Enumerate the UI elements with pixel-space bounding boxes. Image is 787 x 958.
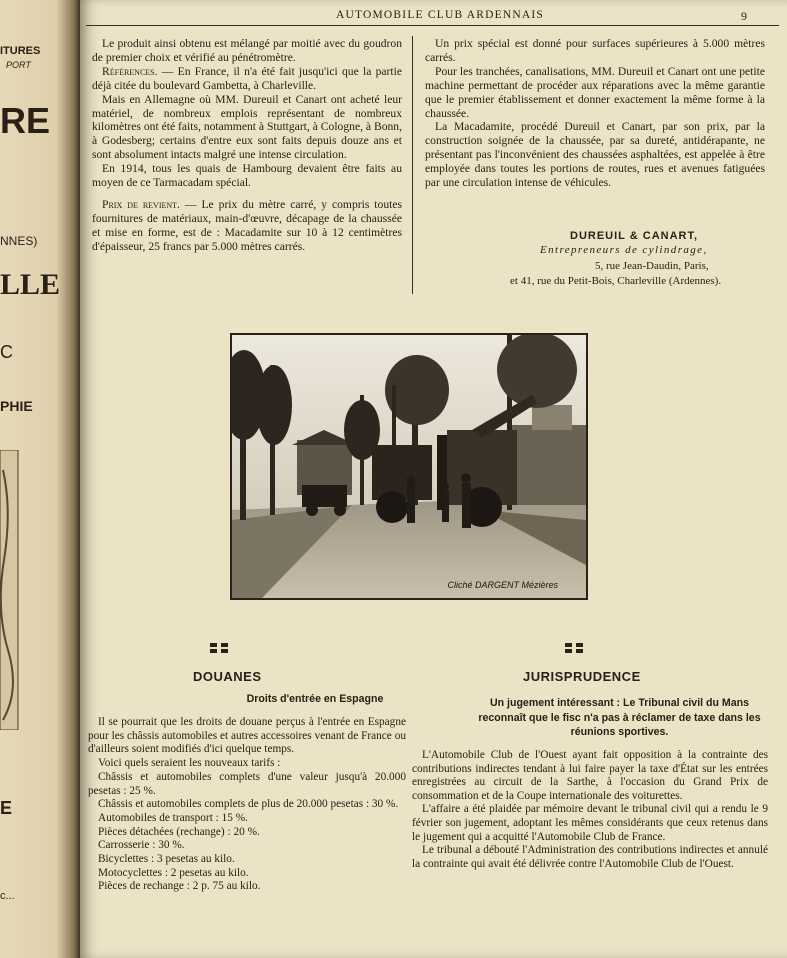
tariff-item: Bicyclettes : 3 pesetas au kilo. — [98, 853, 235, 866]
section-ornament — [210, 643, 232, 655]
binding-fragment: ITURES — [0, 45, 41, 57]
binding-fragment: E — [0, 798, 13, 818]
paragraph: L'affaire a été plaidée par mémoire devant le tribunal civil qui a rendu le 9 février son jugement, adoptant les mêmes considérants que ceux retenus dans le jugement qui a acquitté l'Automobile Club de France. — [412, 803, 768, 843]
photo-illustration — [232, 335, 586, 598]
right-column — [425, 37, 765, 190]
running-header: AUTOMOBILE CLUB ARDENNAIS — [335, 9, 545, 21]
page-number: 9 — [741, 9, 747, 23]
douanes-column — [88, 716, 406, 894]
binding-margin — [0, 0, 80, 958]
paragraph: L'Automobile Club de l'Ouest ayant fait opposition à la contrainte des contributions indirectes tendant à lui faire payer la taxe d'État sur les entrées enregistrées au circuit de la Sarthe, à l'occasion du Grand Prix de consommation et de la Coupe internationale des voiturettes. — [412, 749, 768, 802]
paragraph: Voici quels seraient les nouveaux tarifs : — [98, 757, 281, 770]
section-title-douanes: DOUANES — [193, 669, 262, 684]
tariff-item: Carrosserie : 30 %. — [98, 839, 185, 852]
binding-fragment: PORT — [6, 60, 31, 70]
road-works-photo — [230, 333, 588, 600]
signature-address: 5, rue Jean-Daudin, Paris, — [595, 260, 709, 272]
tariff-item: Pièces de rechange : 2 p. 75 au kilo. — [98, 880, 261, 893]
paragraph: En 1914, tous les quais de Hambourg devaient être faits au moyen de ce Tarmacadam spécial. — [92, 162, 402, 190]
left-column — [92, 37, 402, 254]
paragraph: Mais en Allemagne où MM. Dureuil et Canart ont acheté leur matériel, de nombreux emplois représentant de nombreux kilomètres ont été faits, notamment à Stuttgart, à Cologne, à Bonn, à Godesberg; certains d'entre eux sont faits depuis douze ans et sont absolument intacts malgré une intense circulation. — [92, 92, 402, 162]
paragraph: Il se pourrait que les droits de douane perçus à l'entrée en Espagne pour les châssis automobiles et autres accessoires venant de France ou d'ailleurs soient modifiés d'ici quelque temps. — [88, 716, 406, 756]
signature-address: et 41, rue du Petit-Bois, Charleville (Ardennes). — [510, 275, 722, 287]
paragraph: — En France, il n'a été fait jusqu'ici que la partie déjà citée du boulevard Gambetta, à Charleville. — [92, 64, 402, 92]
binding-fragment: NNES) — [0, 234, 38, 248]
header-rule — [86, 25, 779, 26]
signature-name: DUREUIL & CANART, — [570, 230, 699, 242]
section-label: Références. — [102, 64, 158, 78]
section-subtitle: Droits d'entrée en Espagne — [246, 693, 384, 705]
tariff-item: Pièces détachées (rechange) : 20 %. — [98, 825, 260, 838]
jurisprudence-column — [412, 749, 768, 871]
photo-credit: Cliché DARGENT Mézières — [447, 580, 558, 590]
binding-fragment: RE — [0, 100, 51, 141]
section-subtitle: Un jugement intéressant : Le Tribunal civil du Mans reconnaît que le fisc n'a pas à réclamer de taxe dans les réunions sportives. — [478, 697, 761, 738]
tariff-item: Motocyclettes : 2 pesetas au kilo. — [98, 866, 249, 879]
paragraph: La Macadamite, procédé Dureuil et Canart, par son prix, par la construction soignée de la chaussée, par sa dureté, antidérapante, ne présentant pas l'inconvénient des chaussées asphaltées, est appelée à être employée dans toutes les portions de routes, rues et avenues fatiguées par une circulation intense de véhicules. — [425, 120, 765, 190]
binding-illustration — [0, 450, 22, 730]
tariff-item: Châssis et automobiles complets de plus de 20.000 pesetas : 30 %. — [98, 798, 399, 811]
section-title-jurisprudence: JURISPRUDENCE — [523, 669, 641, 684]
paragraph: Pour les tranchées, canalisations, MM. Dureuil et Canart ont une petite machine permettant de procéder aux réparations avec la même garantie que le premier établissement et donner exactement la même forme à la chaussée. — [425, 64, 765, 120]
tariff-item: Automobiles de transport : 15 %. — [98, 811, 248, 824]
section-label: Prix de revient. — [102, 197, 180, 211]
binding-fragment: PHIE — [0, 398, 33, 414]
section-ornament — [565, 643, 587, 655]
binding-fragment: LLE — [0, 268, 61, 301]
binding-fragment: c... — [0, 890, 15, 902]
page — [80, 0, 787, 958]
paragraph: — Le prix du mètre carré, y compris toutes fournitures de matériaux, main-d'œuvre, décapage de la chaussée et mise en forme, est de : Macadamite sur 10 à 12 centimètres d'épaisseur, 25 francs par 5.000 mètres carrés. — [92, 197, 402, 253]
tariff-item: Châssis et automobiles complets d'une valeur jusqu'à 20.000 pesetas : 25 %. — [88, 770, 406, 797]
column-divider — [412, 36, 413, 294]
paragraph: Un prix spécial est donné pour surfaces supérieures à 5.000 mètres carrés. — [425, 37, 765, 64]
paragraph: Le tribunal a débouté l'Administration des contributions indirectes et annulé la contrainte qui avait été délivrée contre l'Automobile Club de l'Ouest. — [412, 844, 768, 870]
signature-role: Entrepreneurs de cylindrage, — [540, 244, 708, 256]
binding-fragment: C — [0, 342, 13, 362]
paragraph: Le produit ainsi obtenu est mélangé par moitié avec du goudron de premier choix et vérifié au pénétromètre. — [92, 37, 402, 64]
